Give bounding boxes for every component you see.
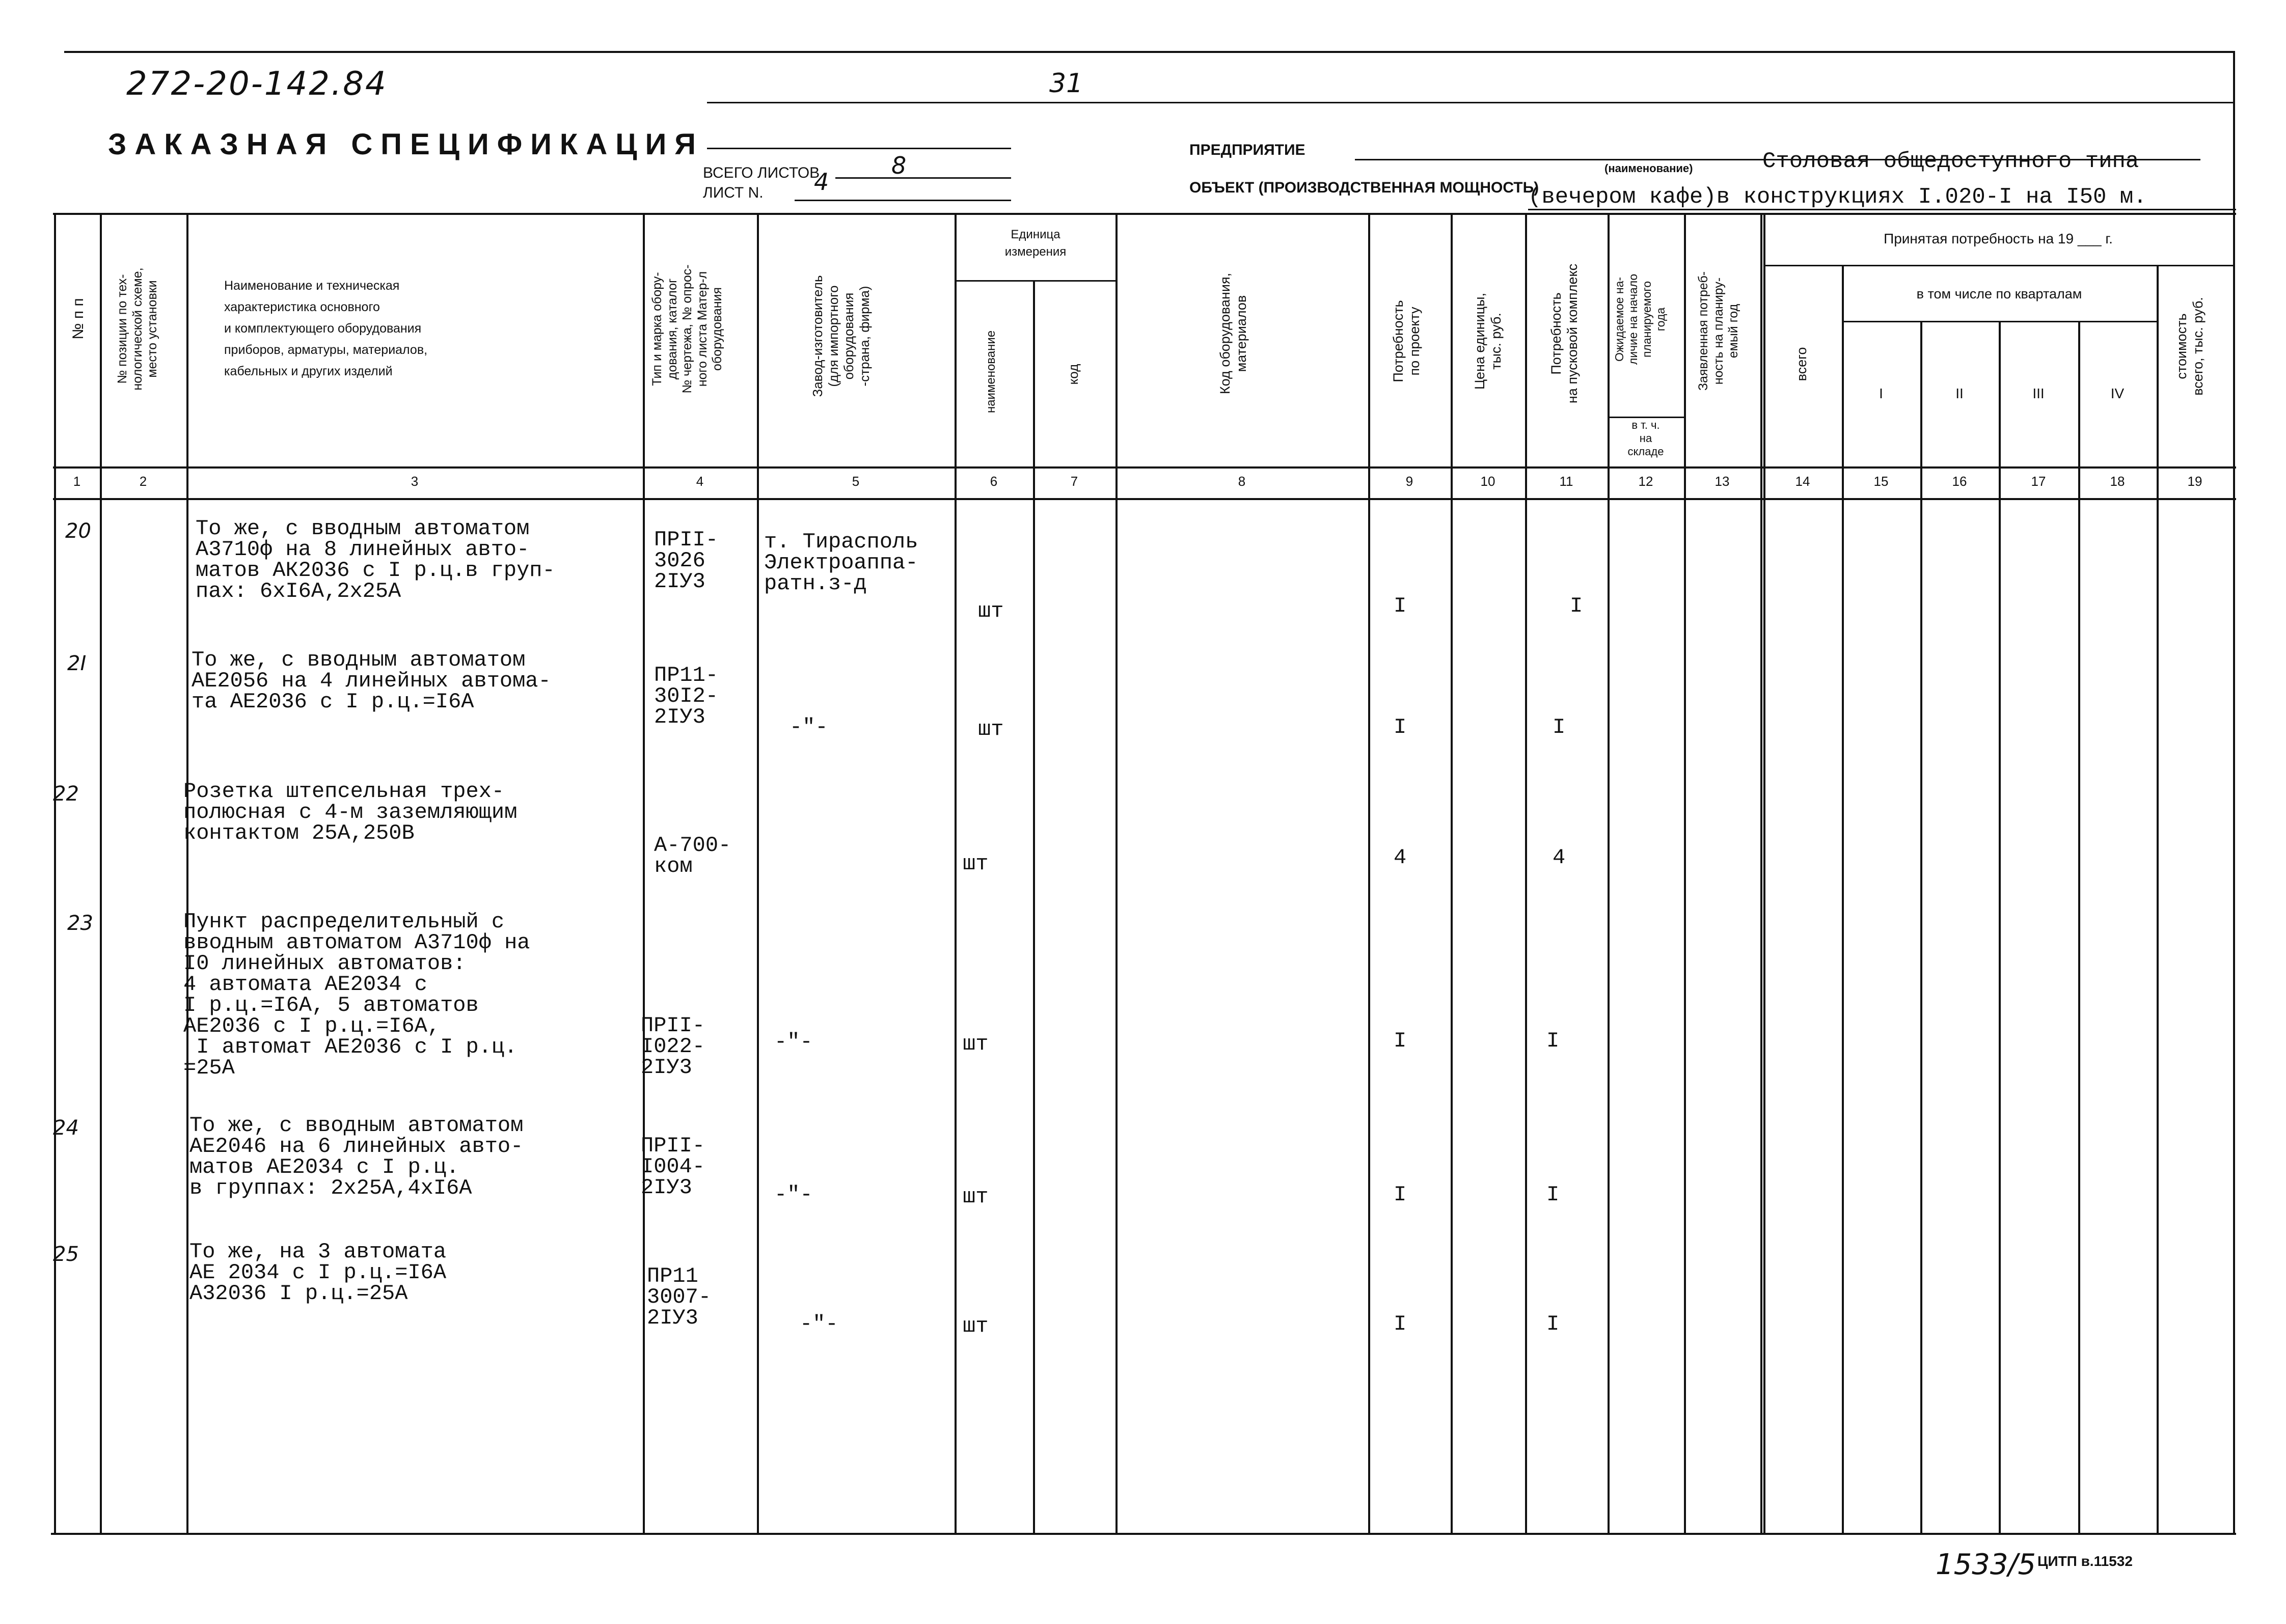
col-number-3: 3 (411, 474, 419, 489)
row-launch-need: I (1546, 1312, 1560, 1336)
col-header-maker: Завод-изготовитель (для импортного оборудования -страна, фирма) (810, 275, 873, 397)
row-unit: шт (963, 1032, 989, 1056)
col-header-q2: II (1955, 386, 1964, 401)
col-header-launch-need: Потребность на пусковой комплекс (1548, 263, 1580, 404)
col-number-12: 12 (1638, 474, 1653, 489)
col-number-1: 1 (73, 474, 81, 489)
col-number-10: 10 (1480, 474, 1495, 489)
handwritten-reference: 1533/5 (1936, 1548, 2036, 1581)
col-number-15: 15 (1873, 474, 1889, 489)
row-name: Пункт распределительный с вводным автоматом А3710ф на I0 линейных автоматов: 4 автомата АЕ2034 с I р.ц.=I6А, 5 автоматов АЕ2036 с I р.ц.=I6А, I автомат АЕ2036 с I р.ц. =25А (183, 910, 530, 1080)
col-number-8: 8 (1238, 474, 1246, 489)
col-header-stock: в т. ч. на складе (1627, 419, 1664, 458)
row-name: То же, с вводным автоматом АЕ2056 на 4 линейных автома- та АЕ2036 с I р.ц.=I6А (192, 648, 551, 714)
row-number: 24 (53, 1116, 79, 1140)
row-project-need: I (1394, 1182, 1407, 1207)
col-number-7: 7 (1070, 474, 1078, 489)
col-header-type: Тип и марка обору- дования, каталог № чертежа, № опрос- ного листа Матер-л оборудования (650, 264, 724, 394)
row-launch-need: I (1553, 715, 1566, 739)
object-name-line1: Столовая общедоступного типа (1762, 149, 2139, 174)
object-name-line2: (вечером кафе)в конструкциях I.020-I на I50 м. (1528, 184, 2147, 210)
row-name: То же, с вводным автоматом АЕ2046 на 6 линейных авто- матов АЕ2034 с I р.ц. в группах: 2х25А,4хI6А (189, 1113, 524, 1200)
col-header-q3: III (2032, 386, 2045, 401)
row-type: А-700- ком (654, 833, 731, 878)
col-header-unit-code: код (1066, 364, 1081, 385)
row-type: ПРII- I022- 2IУ3 (641, 1013, 705, 1080)
col-number-18: 18 (2110, 474, 2125, 489)
sheet-no-label: ЛИСТ N. (703, 184, 764, 201)
row-number: 25 (53, 1243, 79, 1266)
total-sheets-value: 8 (891, 152, 907, 179)
col-number-13: 13 (1715, 474, 1730, 489)
col-number-17: 17 (2031, 474, 2046, 489)
row-unit: шт (978, 599, 1004, 623)
col-number-4: 4 (696, 474, 704, 489)
col-header-quarter-group: в том числе по кварталам (1916, 286, 2082, 301)
col-header-unit-price: Цена единицы, тыс. руб. (1472, 292, 1504, 390)
col-number-14: 14 (1795, 474, 1810, 489)
col-number-11: 11 (1559, 474, 1573, 489)
row-project-need: I (1394, 1312, 1407, 1336)
col-number-2: 2 (139, 474, 147, 489)
row-number: 2I (67, 652, 87, 675)
row-maker: -"- (774, 1030, 813, 1054)
document-code: 272-20-142.84 (126, 65, 388, 103)
row-maker: т. Тирасполь Электроаппа- ратн.з-д (764, 530, 918, 596)
row-name: То же, с вводным автоматом А3710ф на 8 линейных авто- матов АК2036 с I р.ц.в груп- пах: 6хI6А,2х25А (196, 516, 555, 603)
col-header-equipment-code: Код оборудования, материалов (1217, 272, 1249, 395)
row-project-need: 4 (1394, 845, 1407, 870)
total-sheets-label: ВСЕГО ЛИСТОВ (703, 164, 820, 181)
row-maker: -"- (800, 1312, 838, 1336)
row-type: ПР11 3007- 2IУ3 (647, 1264, 712, 1330)
stamp-text: ЦИТП в.11532 (2037, 1553, 2133, 1569)
col-header-unit-group: Единица измерения (1004, 228, 1067, 259)
col-number-9: 9 (1405, 474, 1413, 489)
col-number-16: 16 (1952, 474, 1967, 489)
row-unit: шт (963, 851, 989, 876)
col-header-unit-name: наименование (984, 330, 998, 414)
row-project-need: I (1394, 715, 1407, 739)
row-maker: -"- (790, 715, 828, 739)
col-number-5: 5 (852, 474, 860, 489)
row-unit: шт (978, 717, 1004, 741)
row-project-need: I (1394, 1029, 1407, 1053)
col-header-cost: стоимость всего, тыс. руб. (2174, 297, 2206, 396)
col-number-19: 19 (2187, 474, 2202, 489)
row-number: 20 (65, 519, 91, 543)
sheet-no-value: 4 (814, 168, 829, 196)
object-label: ОБЪЕКТ (ПРОИЗВОДСТВЕННАЯ МОЩНОСТЬ) (1189, 179, 1539, 196)
row-unit: шт (963, 1185, 989, 1209)
row-number: 23 (67, 912, 93, 935)
col-header-total: всего (1794, 347, 1809, 381)
row-type: ПРII- I004- 2IУ3 (641, 1134, 705, 1200)
page-number: 31 (1049, 68, 1083, 99)
row-type: ПР11- 30I2- 2IУ3 (654, 663, 719, 729)
col-header-name: Наименование и техническая характеристика основного и комплектующего оборудования приборов, арматуры, материалов, кабельных и других изделий (224, 279, 428, 378)
col-header-declared: Заявленная потреб- ность на планиру- емый год (1696, 271, 1740, 391)
row-project-need: I (1394, 594, 1407, 618)
row-launch-need: I (1570, 594, 1583, 618)
document-title: ЗАКАЗНАЯ СПЕЦИФИКАЦИЯ (108, 128, 704, 161)
row-type: ПРII- 3026 2IУ3 (654, 528, 719, 594)
row-number: 22 (53, 782, 79, 806)
col-header-expected: Ожидаемое на- личие на начало планируемого года (1613, 273, 1668, 365)
col-header-accepted-group: Принятая потребность на 19 ___ г. (1884, 231, 2113, 246)
row-name: То же, на 3 автомата АЕ 2034 с I р.ц.=I6А А32036 I р.ц.=25А (189, 1240, 447, 1306)
col-header-position: № позиции по тех- нологической схеме, место установки (115, 267, 159, 391)
col-header-num: № п п (70, 298, 87, 340)
row-launch-need: I (1546, 1029, 1560, 1053)
naming-label: (наименование) (1604, 162, 1693, 175)
row-launch-need: 4 (1553, 845, 1566, 870)
col-header-q4: IV (2110, 386, 2125, 401)
row-launch-need: I (1546, 1182, 1560, 1207)
row-name: Розетка штепсельная трех- полюсная с 4-м заземляющим контактом 25А,250В (183, 779, 518, 845)
col-header-q1: I (1879, 386, 1883, 401)
row-maker: -"- (774, 1182, 813, 1207)
enterprise-label: ПРЕДПРИЯТИЕ (1189, 142, 1305, 158)
col-number-6: 6 (990, 474, 998, 489)
col-header-project-need: Потребность по проекту (1391, 300, 1422, 382)
row-unit: шт (963, 1314, 989, 1338)
